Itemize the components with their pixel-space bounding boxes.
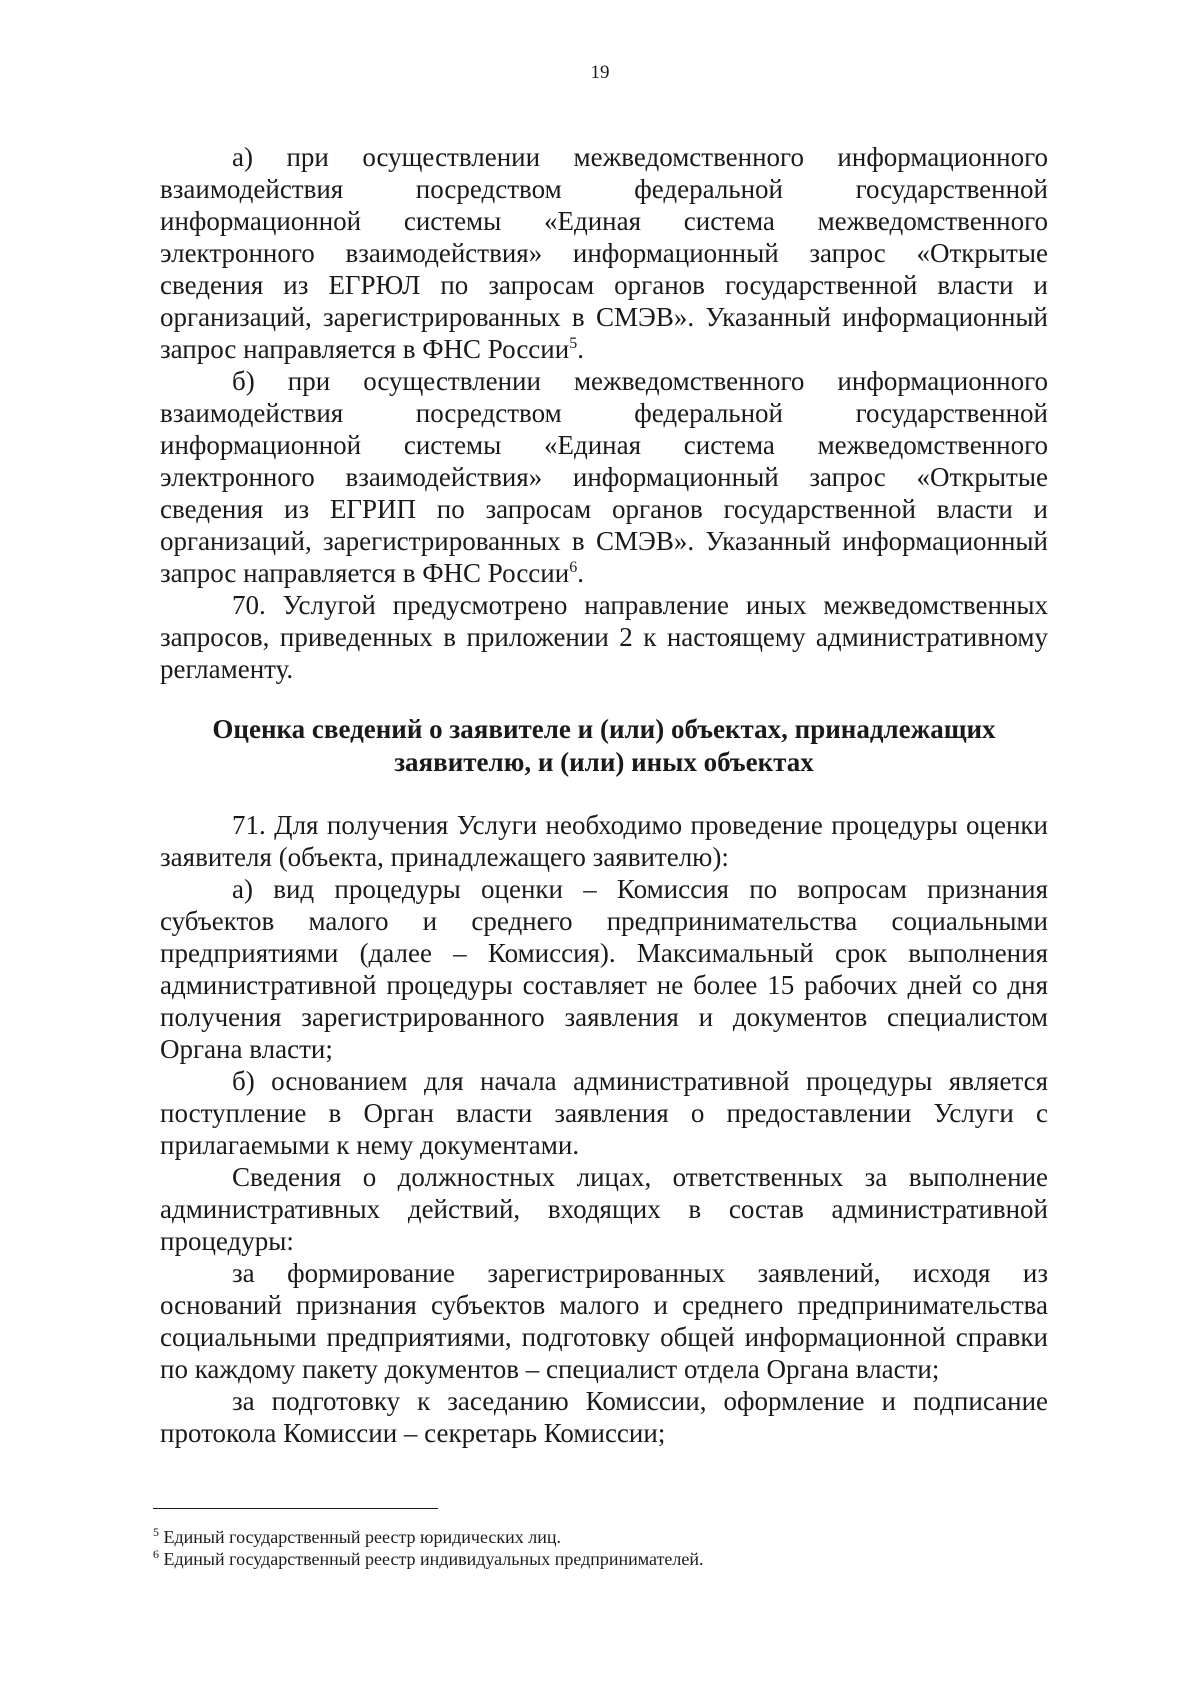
paragraph-71-a: а) вид процедуры оценки – Комиссия по вопросам признания субъектов малого и среднего предпринимательства социальными предприятиями (далее – Комиссия). Максимальный срок выполнения административной процедуры составляет не более 15 рабочих дней со дня получения зарегистрированного заявления и документов специалистом Органа власти; xyxy=(160,874,1048,1064)
paragraph-tail: . xyxy=(577,558,584,588)
footnotes xyxy=(153,1526,1033,1570)
footnote-6 xyxy=(153,1548,1033,1570)
paragraph-b-egrip xyxy=(160,365,1048,589)
paragraph-text: а) при осуществлении межведомственного информационного взаимодействия посредством федеральной государственной информационной системы «Единая система межведомственного электронного взаимодействия» информационный запрос «Открытые сведения из ЕГРЮЛ по запросам органов государственной власти и организаций, зарегистрированных в СМЭВ». Указанный информационный запрос направляется в ФНС России xyxy=(160,142,1048,364)
footnote-number: 5 xyxy=(153,1525,159,1539)
footnote-text: Единый государственный реестр индивидуальных предпринимателей. xyxy=(163,1549,704,1569)
paragraph-responsible-secretary: за подготовку к заседанию Комиссии, оформление и подписание протокола Комиссии – секретарь Комиссии; xyxy=(160,1386,1048,1448)
footnote-ref-5: 5 xyxy=(569,335,578,352)
footnote-divider xyxy=(153,1508,438,1509)
paragraph-text: б) при осуществлении межведомственного информационного взаимодействия посредством федеральной государственной информационной системы «Единая система межведомственного электронного взаимодействия» информационный запрос «Открытые сведения из ЕГРИП по запросам органов государственной власти и организаций, зарегистрированных в СМЭВ». Указанный информационный запрос направляется в ФНС России xyxy=(160,366,1048,588)
footnote-text: Единый государственный реестр юридических лиц. xyxy=(163,1527,562,1547)
paragraph-officials: Сведения о должностных лицах, ответственных за выполнение административных действий, входящих в состав административной процедуры: xyxy=(160,1162,1048,1256)
document-body xyxy=(160,141,1048,1449)
section-heading: Оценка сведений о заявителе и (или) объектах, принадлежащих заявителю, и (или) иных объектах xyxy=(212,714,996,777)
footnote-ref-6: 6 xyxy=(569,559,578,576)
paragraph-71: 71. Для получения Услуги необходимо проведение процедуры оценки заявителя (объекта, принадлежащего заявителю): xyxy=(160,810,1048,872)
page-number: 19 xyxy=(590,62,610,83)
paragraph-71-b: б) основанием для начала административной процедуры является поступление в Орган власти заявления о предоставлении Услуги с прилагаемыми к нему документами. xyxy=(160,1066,1048,1160)
footnote-5 xyxy=(153,1526,1033,1548)
paragraph-70: 70. Услугой предусмотрено направление иных межведомственных запросов, приведенных в приложении 2 к настоящему административному регламенту. xyxy=(160,590,1048,684)
paragraph-tail: . xyxy=(577,334,584,364)
footnote-number: 6 xyxy=(153,1547,159,1561)
paragraph-responsible-registration: за формирование зарегистрированных заявлений, исходя из оснований признания субъектов малого и среднего предпринимательства социальными предприятиями, подготовку общей информационной справки по каждому пакету документов – специалист отдела Органа власти; xyxy=(160,1258,1048,1384)
paragraph-a-egrul xyxy=(160,141,1048,365)
